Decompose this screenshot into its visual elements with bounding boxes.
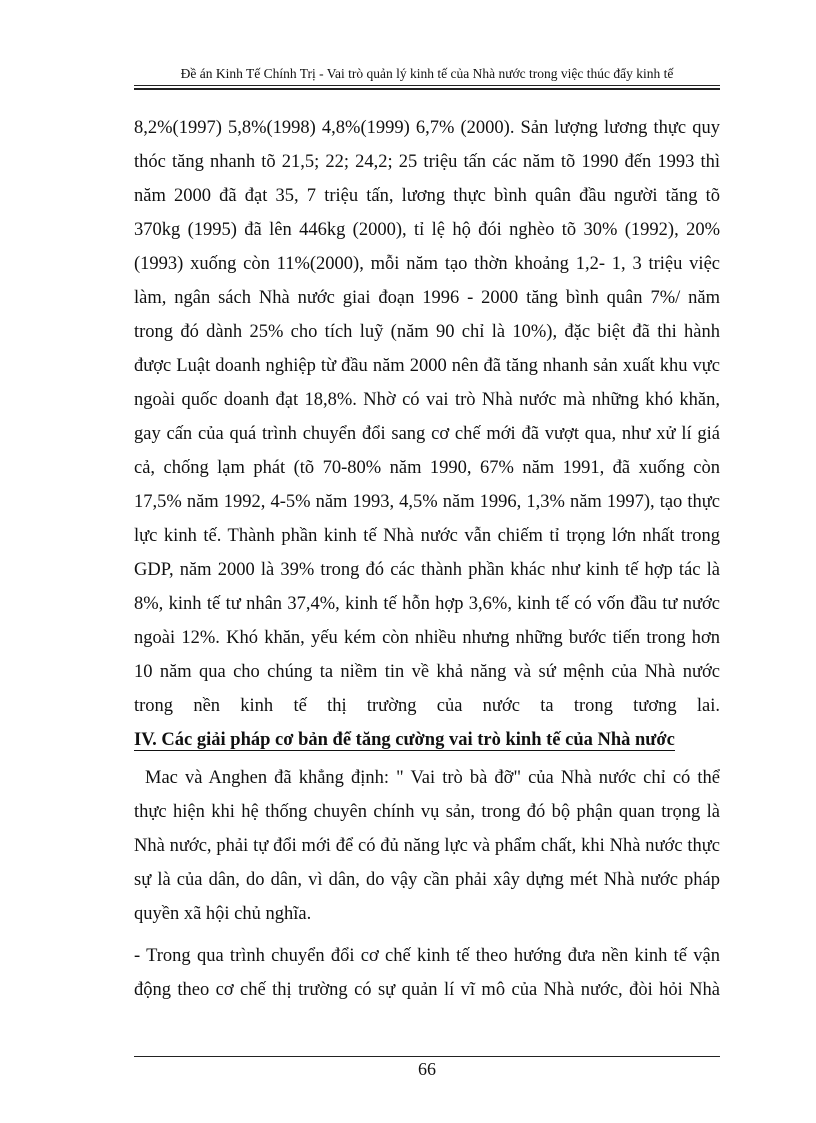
body-line: gay cấn của quá trình chuyển đổi sang cơ chế mới đã vượt qua, như xử lí giá xyxy=(134,424,720,444)
body-line: 10 năm qua cho chúng ta niềm tin về khả năng và sứ mệnh của Nhà nước xyxy=(134,662,720,682)
body-line: Mac và Anghen đã khẳng định: " Vai trò bà đỡ" của Nhà nước chỉ có thể xyxy=(145,768,720,788)
body-line: ngoài 12%. Khó khăn, yếu kém còn nhiều nhưng những bước tiến trong hơn xyxy=(134,628,720,648)
body-line: 8%, kinh tế tư nhân 37,4%, kinh tế hỗn hợp 3,6%, kinh tế có vốn đầu tư nước xyxy=(134,594,720,614)
body-line: - Trong qua trình chuyển đổi cơ chế kinh tế theo hướng đưa nền kinh tế vận xyxy=(134,946,720,966)
body-line: (1993) xuống còn 11%(2000), mỗi năm tạo thờn khoảng 1,2- 1, 3 triệu việc xyxy=(134,254,720,274)
body-line: làm, ngân sách Nhà nước giai đoạn 1996 - 2000 tăng bình quân 7%/ năm xyxy=(134,288,720,308)
footer-rule xyxy=(134,1056,720,1057)
body-line: thực hiện khi hệ thống chuyên chính vụ sản, trong đó bộ phận quan trọng là xyxy=(134,802,720,822)
body-line: trong đó dành 25% cho tích luỹ (năm 90 chỉ là 10%), đặc biệt đã thi hành xyxy=(134,322,720,342)
body-line: ngoài quốc doanh đạt 18,8%. Nhờ có vai trò Nhà nước mà những khó khăn, xyxy=(134,390,720,410)
section-heading-text: IV. Các giải pháp cơ bản để tăng cường vai trò kinh tế của Nhà nước xyxy=(134,730,675,750)
body-line: Nhà nước, phải tự đổi mới để có đủ năng lực và phẩm chất, khi Nhà nước thực xyxy=(134,836,720,856)
header-rule-thick xyxy=(134,88,720,90)
body-line: 370kg (1995) đã lên 446kg (2000), tỉ lệ hộ đói nghèo tõ 30% (1992), 20% xyxy=(134,220,720,240)
body-line: động theo cơ chế thị trường có sự quản lí vĩ mô của Nhà nước, đòi hỏi Nhà xyxy=(134,980,720,1000)
body-line: lực kinh tế. Thành phần kinh tế Nhà nước vẫn chiếm tỉ trọng lớn nhất trong xyxy=(134,526,720,546)
body-line: GDP, năm 2000 là 39% trong đó các thành phần khác như kinh tế hợp tác là xyxy=(134,560,720,580)
page-number: 66 xyxy=(418,1059,436,1079)
body-line: trong nền kinh tế thị trường của nước ta trong tương lai. xyxy=(134,696,720,716)
body-line: quyền xã hội chủ nghĩa. xyxy=(134,904,312,924)
body-line: được Luật doanh nghiệp từ đầu năm 2000 nên đã tăng nhanh sản xuất khu vực xyxy=(134,356,720,376)
section-heading xyxy=(134,728,720,752)
header-rule xyxy=(134,85,720,86)
body-line: năm 2000 đã đạt 35, 7 triệu tấn, lương thực bình quân đầu người tăng tõ xyxy=(134,186,720,206)
body-line: thóc tăng nhanh tõ 21,5; 22; 24,2; 25 triệu tấn các năm tõ 1990 đến 1993 thì xyxy=(134,152,720,172)
body-line: 17,5% năm 1992, 4-5% năm 1993, 4,5% năm 1996, 1,3% năm 1997), tạo thực xyxy=(134,492,720,512)
body-line: sự là của dân, do dân, vì dân, do vậy cần phải xây dựng mét Nhà nước pháp xyxy=(134,870,720,890)
page-header: Đề án Kinh Tế Chính Trị - Vai trò quản lý kinh tế của Nhà nước trong việc thúc đẩy kinh tế xyxy=(180,66,674,81)
body-line: 8,2%(1997) 5,8%(1998) 4,8%(1999) 6,7% (2000). Sản lượng lương thực quy xyxy=(134,118,720,138)
body-line: cả, chống lạm phát (tõ 70-80% năm 1990, 67% năm 1991, đã xuống còn xyxy=(134,458,720,478)
